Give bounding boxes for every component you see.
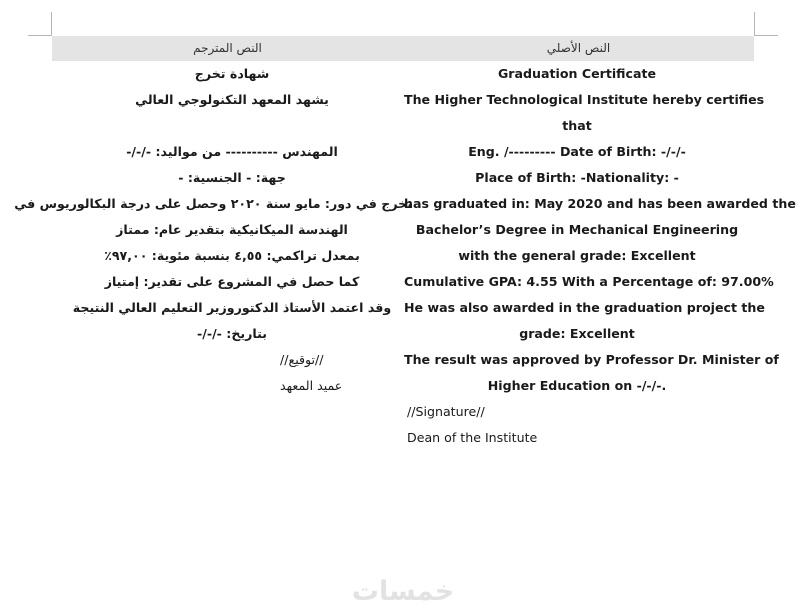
original-text-column [14,61,412,461]
ar-line-empty [52,113,412,139]
ar-line-dean: عميد المعهد [280,378,343,393]
en-line-signature: //Signature// [407,404,485,419]
en-line: grade: Excellent [519,326,635,341]
crop-mark-top-right-horizontal [754,35,778,36]
en-line: with the general grade: Excellent [458,248,696,263]
en-line: Bachelor’s Degree in Mechanical Engineering [415,222,739,237]
header-translated-text: النص المترجم [193,41,262,55]
watermark-logo: خمسات [351,576,455,607]
ar-line-title: شهادة تخرج [194,66,270,81]
en-line: The Higher Technological Institute hereby certifies [404,92,765,107]
en-line: The result was approved by Professor Dr. Minister of [404,352,779,367]
crop-mark-top-right-vertical [754,12,755,36]
en-line: Eng. /--------- Date of Birth: -/-/- [468,144,686,159]
en-line: Higher Education on -/-/-. [487,378,667,393]
ar-line: بمعدل تراكمي: ٤,٥٥ بنسبة مئوية: ٩٧,٠٠٪ [104,248,360,263]
en-line-title: Graduation Certificate [497,66,657,81]
table-header [52,36,754,61]
en-line: He was also awarded in the graduation project the [404,300,765,315]
ar-line: الهندسة الميكانيكية بتقدير عام: ممتاز [116,222,348,237]
ar-line: تخرج في دور: مايو سنة ٢٠٢٠ وحصل على درجة البكالوريوس في [14,196,412,211]
ar-line: وقد اعتمد الأستاذ الدكتوروزير التعليم العالي النتيجة [72,300,392,315]
crop-mark-top-left-vertical [51,12,52,36]
ar-line: جهة: - الجنسية: - [178,170,286,185]
ar-line: يشهد المعهد التكنولوجي العالي [135,92,329,107]
ar-line: كما حصل في المشروع على تقدير: إمتياز [104,274,360,289]
en-line: has graduated in: May 2020 and has been awarded the [404,196,796,211]
translated-text-column [404,61,796,461]
ar-line: المهندس ---------- من مواليد: -/-/- [126,144,338,159]
ar-line: بتاريخ: -/-/- [197,326,267,341]
en-line-dean: Dean of the Institute [407,430,538,445]
en-line: Place of Birth: -Nationality: - [475,170,679,185]
en-line: Cumulative GPA: 4.55 With a Percentage of: 97.00% [404,274,774,289]
ar-line-signature: //توقيع// [280,352,324,367]
en-line: that [562,118,592,133]
crop-mark-top-left-horizontal [28,35,52,36]
header-original-text: النص الأصلي [546,41,611,55]
